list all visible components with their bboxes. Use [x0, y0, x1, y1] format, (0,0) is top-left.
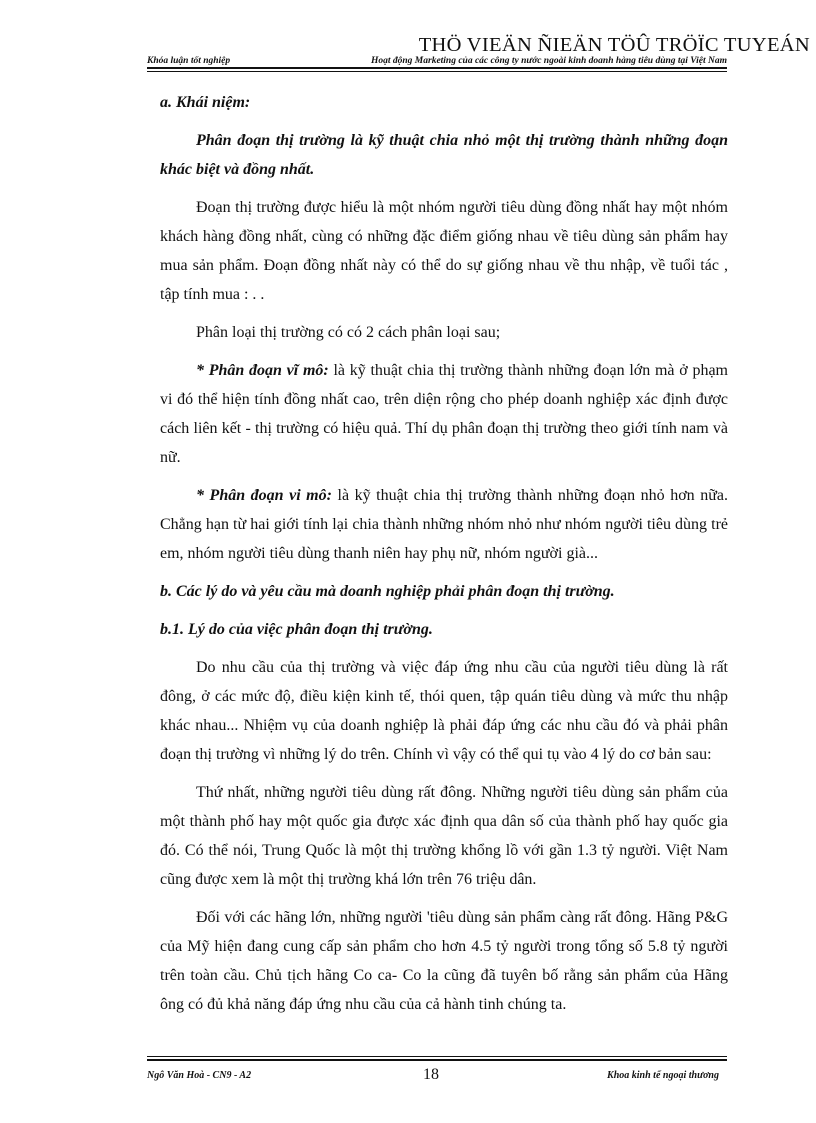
paragraph-6: Thứ nhất, những người tiêu dùng rất đông. Những người tiêu dùng sản phẩm của một thành phố hay một quốc gia được xác định qua dân số của thành phố hay quốc gia đó. Có thể nói, Trung Quốc là một thị trường khổng lồ với gần 1.3 tỷ người. Việt Nam cũng được xem là một thị trường khá lớn trên 76 triệu dân.	[160, 784, 728, 888]
text-micro: là kỹ thuật chia thị trường thành những đoạn nhỏ hơn nữa. Chẳng hạn từ hai giới tính lại chia thành những nhóm nhỏ như nhóm người tiêu dùng trẻ em, nhóm người tiêu dùng thanh niên hay phụ nữ, nhóm người già...	[160, 487, 728, 562]
page-number: 18	[423, 1066, 439, 1083]
paragraph-5: Do nhu cầu của thị trường và việc đáp ứng nhu cầu của người tiêu dùng là rất đông, ở các mức độ, điều kiện kinh tế, thói quen, tập quán tiêu dùng và mức thu nhập khác nhau... Nhiệm vụ của doanh nghiệp là phải đáp ứng các nhu cầu đó và phải phân đoạn thị trường vì những lý do trên. Chính vì vậy có thể qui tụ vào 4 lý do cơ bản sau:	[160, 659, 728, 763]
page-body	[160, 88, 728, 1028]
footer-rule-thin	[147, 1056, 727, 1057]
header-rule-thin	[147, 71, 727, 72]
paragraph-micro-segmentation	[160, 481, 728, 568]
header-left: Khóa luận tốt nghiệp	[147, 56, 231, 66]
running-header	[147, 56, 727, 66]
text-macro: là kỹ thuật chia thị trường thành những đoạn lớn mà ở phạm vi đó thể hiện tính đồng nhất cao, trên diện rộng cho phép doanh nghiệp xác định được cách liên kết - thị trường có hiệu quả. Thí dụ phân đoạn thị trường theo giới tính nam và nữ.	[160, 362, 728, 466]
paragraph-7: Đối với các hãng lớn, những người 'tiêu dùng sản phẩm càng rất đông. Hãng P&G của Mỹ hiện đang cung cấp sản phẩm cho hơn 4.5 tỷ người trong tổng số 5.8 tỷ người trên toàn cầu. Chủ tịch hãng Co ca- Co la cũng đã tuyên bố rằng sản phẩm của Hãng ông có đủ khả năng đáp ứng nhu cầu của cả hành tinh chúng ta.	[160, 909, 728, 1013]
footer-author: Ngô Văn Hoà - CN9 - A2	[147, 1070, 252, 1081]
term-macro: * Phân đoạn vĩ mô:	[196, 362, 329, 379]
definition-paragraph: Phân đoạn thị trường là kỹ thuật chia nhỏ một thị trường thành những đoạn khác biệt và đồng nhất.	[160, 132, 728, 178]
header-right: Hoạt động Marketing của các công ty nước ngoài kinh doanh hàng tiêu dùng tại Việt Nam	[370, 56, 727, 66]
watermark-text: THÖ VIEÄN ÑIEÄN TÖÛ TRÖÏC TUYEÁN	[418, 34, 810, 56]
paragraph-2: Phân loại thị trường có có 2 cách phân loại sau;	[196, 324, 501, 341]
paragraph-macro-segmentation	[160, 356, 728, 472]
heading-b: b. Các lý do và yêu cầu mà doanh nghiệp phải phân đoạn thị trường.	[160, 583, 615, 600]
term-micro: * Phân đoạn vi mô:	[196, 487, 332, 504]
heading-b1: b.1. Lý do của việc phân đoạn thị trường.	[160, 621, 433, 638]
header-rule-thick	[147, 67, 727, 69]
footer-faculty: Khoa kinh tế ngoại thương	[607, 1070, 719, 1081]
footer-rule-thick	[147, 1059, 727, 1061]
paragraph-1: Đoạn thị trường được hiểu là một nhóm người tiêu dùng đồng nhất hay một nhóm khách hàng đồng nhất, cùng có những đặc điểm giống nhau về tiêu dùng sản phẩm hay mua sản phẩm. Đoạn đồng nhất này có thể do sự giống nhau về thu nhập, về tuổi tác , tập tính mua : . .	[160, 199, 728, 303]
heading-a: a. Khái niệm:	[160, 94, 251, 111]
